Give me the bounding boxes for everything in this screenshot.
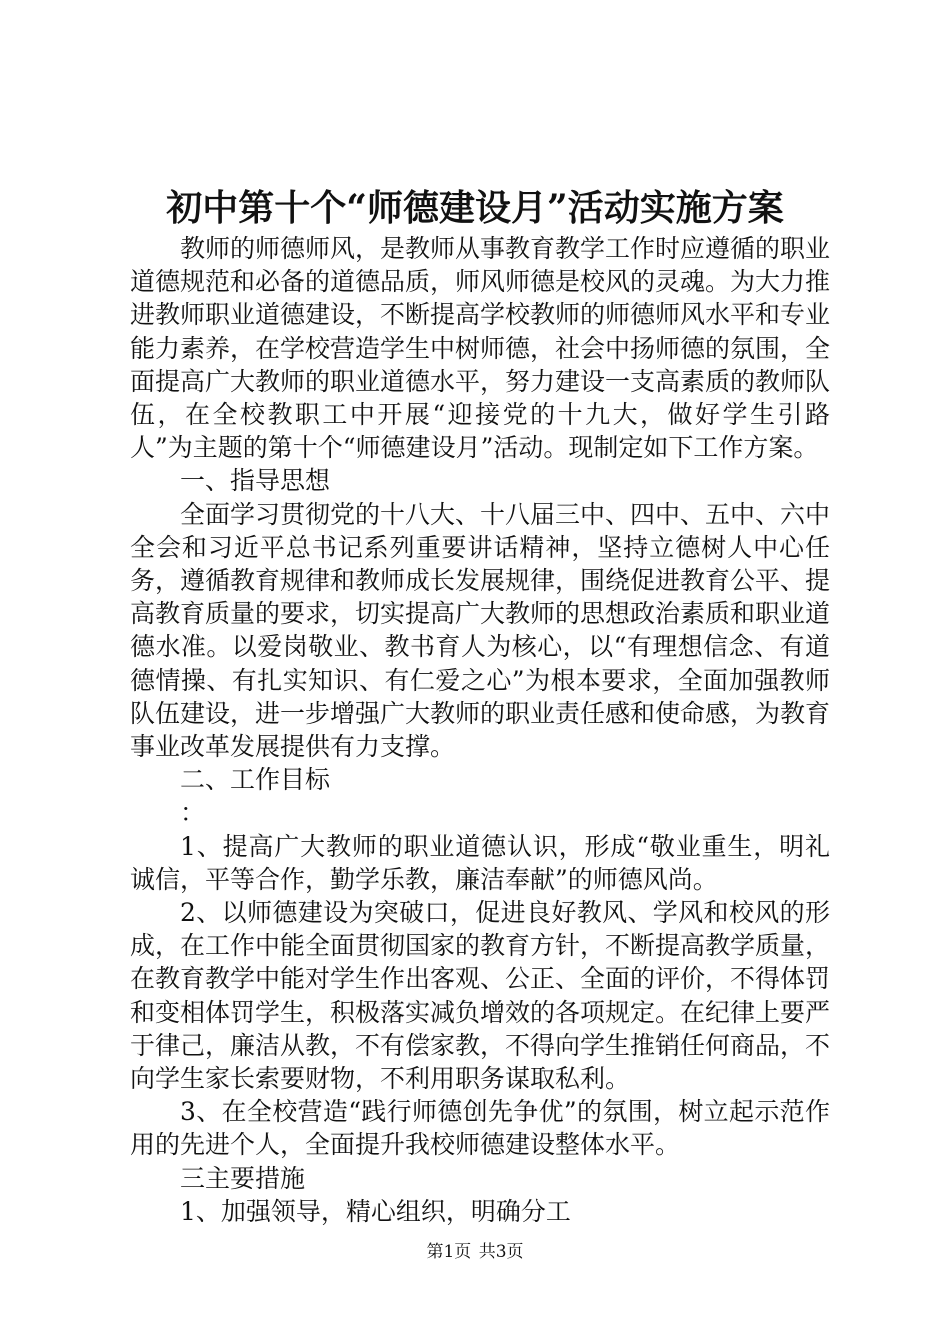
document-title: 初中第十个“师德建设月”活动实施方案 <box>166 187 784 229</box>
measure-item-1: 1、加强领导，精心组织，明确分工 <box>180 1196 571 1226</box>
intro-paragraph: 教师的师德师风，是教师从事教育教学工作时应遵循的职业道德规范和必备的道德品质，师风师德是校风的灵魂。为大力推进教师职业道德建设，不断提高学校教师的师德师风水平和专业能力素养，在学校营造学生中树师德，社会中扬师德的氛围，全面提高广大教师的职业道德水平，努力建设一支高素质的教师队伍，在全校教职工中开展“迎接党的十九大，做好学生引路人”为主题的第十个“师德建设月”活动。现制定如下工作方案。 <box>130 234 831 463</box>
goal-item-1: 1、提高广大教师的职业道德认识，形成“敬业重生，明礼诚信，平等合作，勤学乐教，廉洁奉献”的师德风尚。 <box>130 831 830 894</box>
goal-item-2: 2、以师德建设为突破口，促进良好教风、学风和校风的形成，在工作中能全面贯彻国家的教育方针，不断提高教学质量，在教育教学中能对学生作出客观、公正、全面的评价，不得体罚和变相体罚学生，积极落实减负增效的各项规定。在纪律上要严于律己，廉洁从教，不有偿家教，不得向学生推销任何商品，不向学生家长索要财物，不利用职务谋取私利。 <box>130 898 831 1094</box>
section-heading-work-goals: 二、工作目标 <box>180 765 331 795</box>
goal-item-3: 3、在全校营造“践行师德创先争优”的氛围，树立起示范作用的先进个人，全面提升我校师德建设整体水平。 <box>130 1097 830 1160</box>
page-number: 第1页 <box>426 1242 472 1262</box>
guiding-ideology-paragraph: 全面学习贯彻党的十八大、十八届三中、四中、五中、六中全会和习近平总书记系列重要讲话精神，坚持立德树人中心任务，遵循教育规律和教师成长发展规律，围绕促进教育公平、提高教育质量的要求，切实提高广大教师的思想政治素质和职业道德水准。以爱岗敬业、教书育人为核心，以“有理想信念、有道德情操、有扎实知识、有仁爱之心”为根本要求，全面加强教师队伍建设，进一步增强广大教师的职业责任感和使命感，为教育事业改革发展提供有力支撑。 <box>130 499 831 762</box>
page-total: 共3页 <box>478 1242 524 1262</box>
page-footer <box>0 1240 950 1264</box>
document-body <box>130 232 830 1228</box>
section-heading-guiding-ideology: 一、指导思想 <box>180 466 331 496</box>
section-heading-main-measures: 三主要措施 <box>180 1163 306 1193</box>
colon-line: ： <box>180 798 206 828</box>
